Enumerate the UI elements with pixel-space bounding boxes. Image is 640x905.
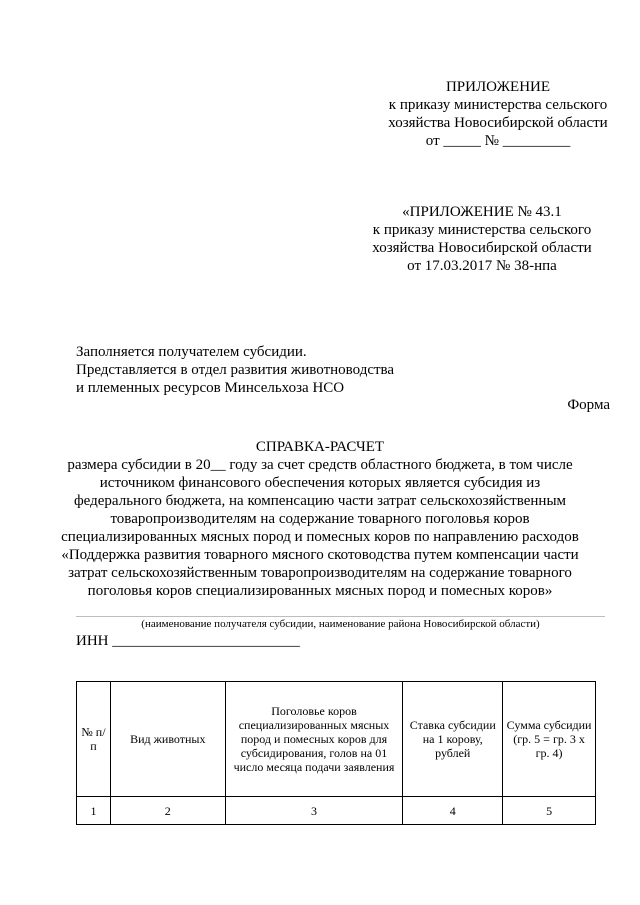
form-label: Форма bbox=[567, 397, 610, 413]
table-cell: 2 bbox=[110, 797, 225, 825]
appendix-date-line: от _____ № _________ bbox=[425, 133, 571, 149]
table-cell: 5 bbox=[503, 797, 596, 825]
document-title: СПРАВКА-РАСЧЕТ bbox=[255, 439, 385, 455]
heading-line: «Поддержка развития товарного мясного скотоводства путем компенсации части bbox=[61, 547, 579, 563]
table-cell: 3 bbox=[225, 797, 403, 825]
appendix-title: «ПРИЛОЖЕНИЕ № 43.1 bbox=[402, 204, 562, 220]
appendix-line: хозяйства Новосибирской области bbox=[372, 240, 592, 256]
appendix-line: хозяйства Новосибирской области bbox=[388, 115, 608, 131]
heading-line: специализированных мясных пород и помесных коров по направлению расходов bbox=[61, 529, 579, 545]
appendix-date-line: от 17.03.2017 № 38-нпа bbox=[407, 258, 557, 274]
heading-line: поголовья коров специализированных мясных пород и помесных коров» bbox=[87, 583, 553, 599]
appendix-title: ПРИЛОЖЕНИЕ bbox=[445, 79, 551, 95]
appendix-line: к приказу министерства сельского bbox=[388, 97, 608, 113]
table-cell: 4 bbox=[403, 797, 503, 825]
note-line: и племенных ресурсов Минсельхоза НСО bbox=[76, 380, 345, 396]
inn-field: ИНН _________________________ bbox=[76, 633, 300, 649]
appendix-line: к приказу министерства сельского bbox=[372, 222, 592, 238]
heading-line: источником финансового обеспечения которых является субсидия из bbox=[99, 475, 541, 491]
note-line: Представляется в отдел развития животноводства bbox=[76, 362, 395, 378]
heading-line: размера субсидии в 20__ году за счет средств областного бюджета, в том числе bbox=[67, 457, 573, 473]
recipient-caption: (наименование получателя субсидии, наименование района Новосибирской области) bbox=[141, 618, 540, 630]
heading-line: федерального бюджета, на компенсацию части затрат сельскохозяйственным bbox=[73, 493, 567, 509]
table-header-cell: Поголовье коров специализированных мясных пород и помесных коров для субсидирования, голов на 01 число месяца подачи заявления bbox=[225, 682, 403, 797]
heading-line: товаропроизводителям на содержание товарного поголовья коров bbox=[110, 511, 530, 527]
table-header-cell: Сумма субсидии (гр. 5 = гр. 3 х гр. 4) bbox=[503, 682, 596, 797]
heading-line: затрат сельскохозяйственным товаропроизводителям на содержание товарного bbox=[68, 565, 572, 581]
subsidy-table bbox=[76, 681, 596, 825]
table-header-cell: № п/п bbox=[77, 682, 111, 797]
table-header-cell: Ставка субсидии на 1 корову, рублей bbox=[403, 682, 503, 797]
table-header-row bbox=[77, 682, 596, 797]
table-header-cell: Вид животных bbox=[110, 682, 225, 797]
recipient-underline bbox=[76, 616, 605, 617]
table-row bbox=[77, 797, 596, 825]
note-line: Заполняется получателем субсидии. bbox=[76, 344, 307, 360]
table-cell: 1 bbox=[77, 797, 111, 825]
